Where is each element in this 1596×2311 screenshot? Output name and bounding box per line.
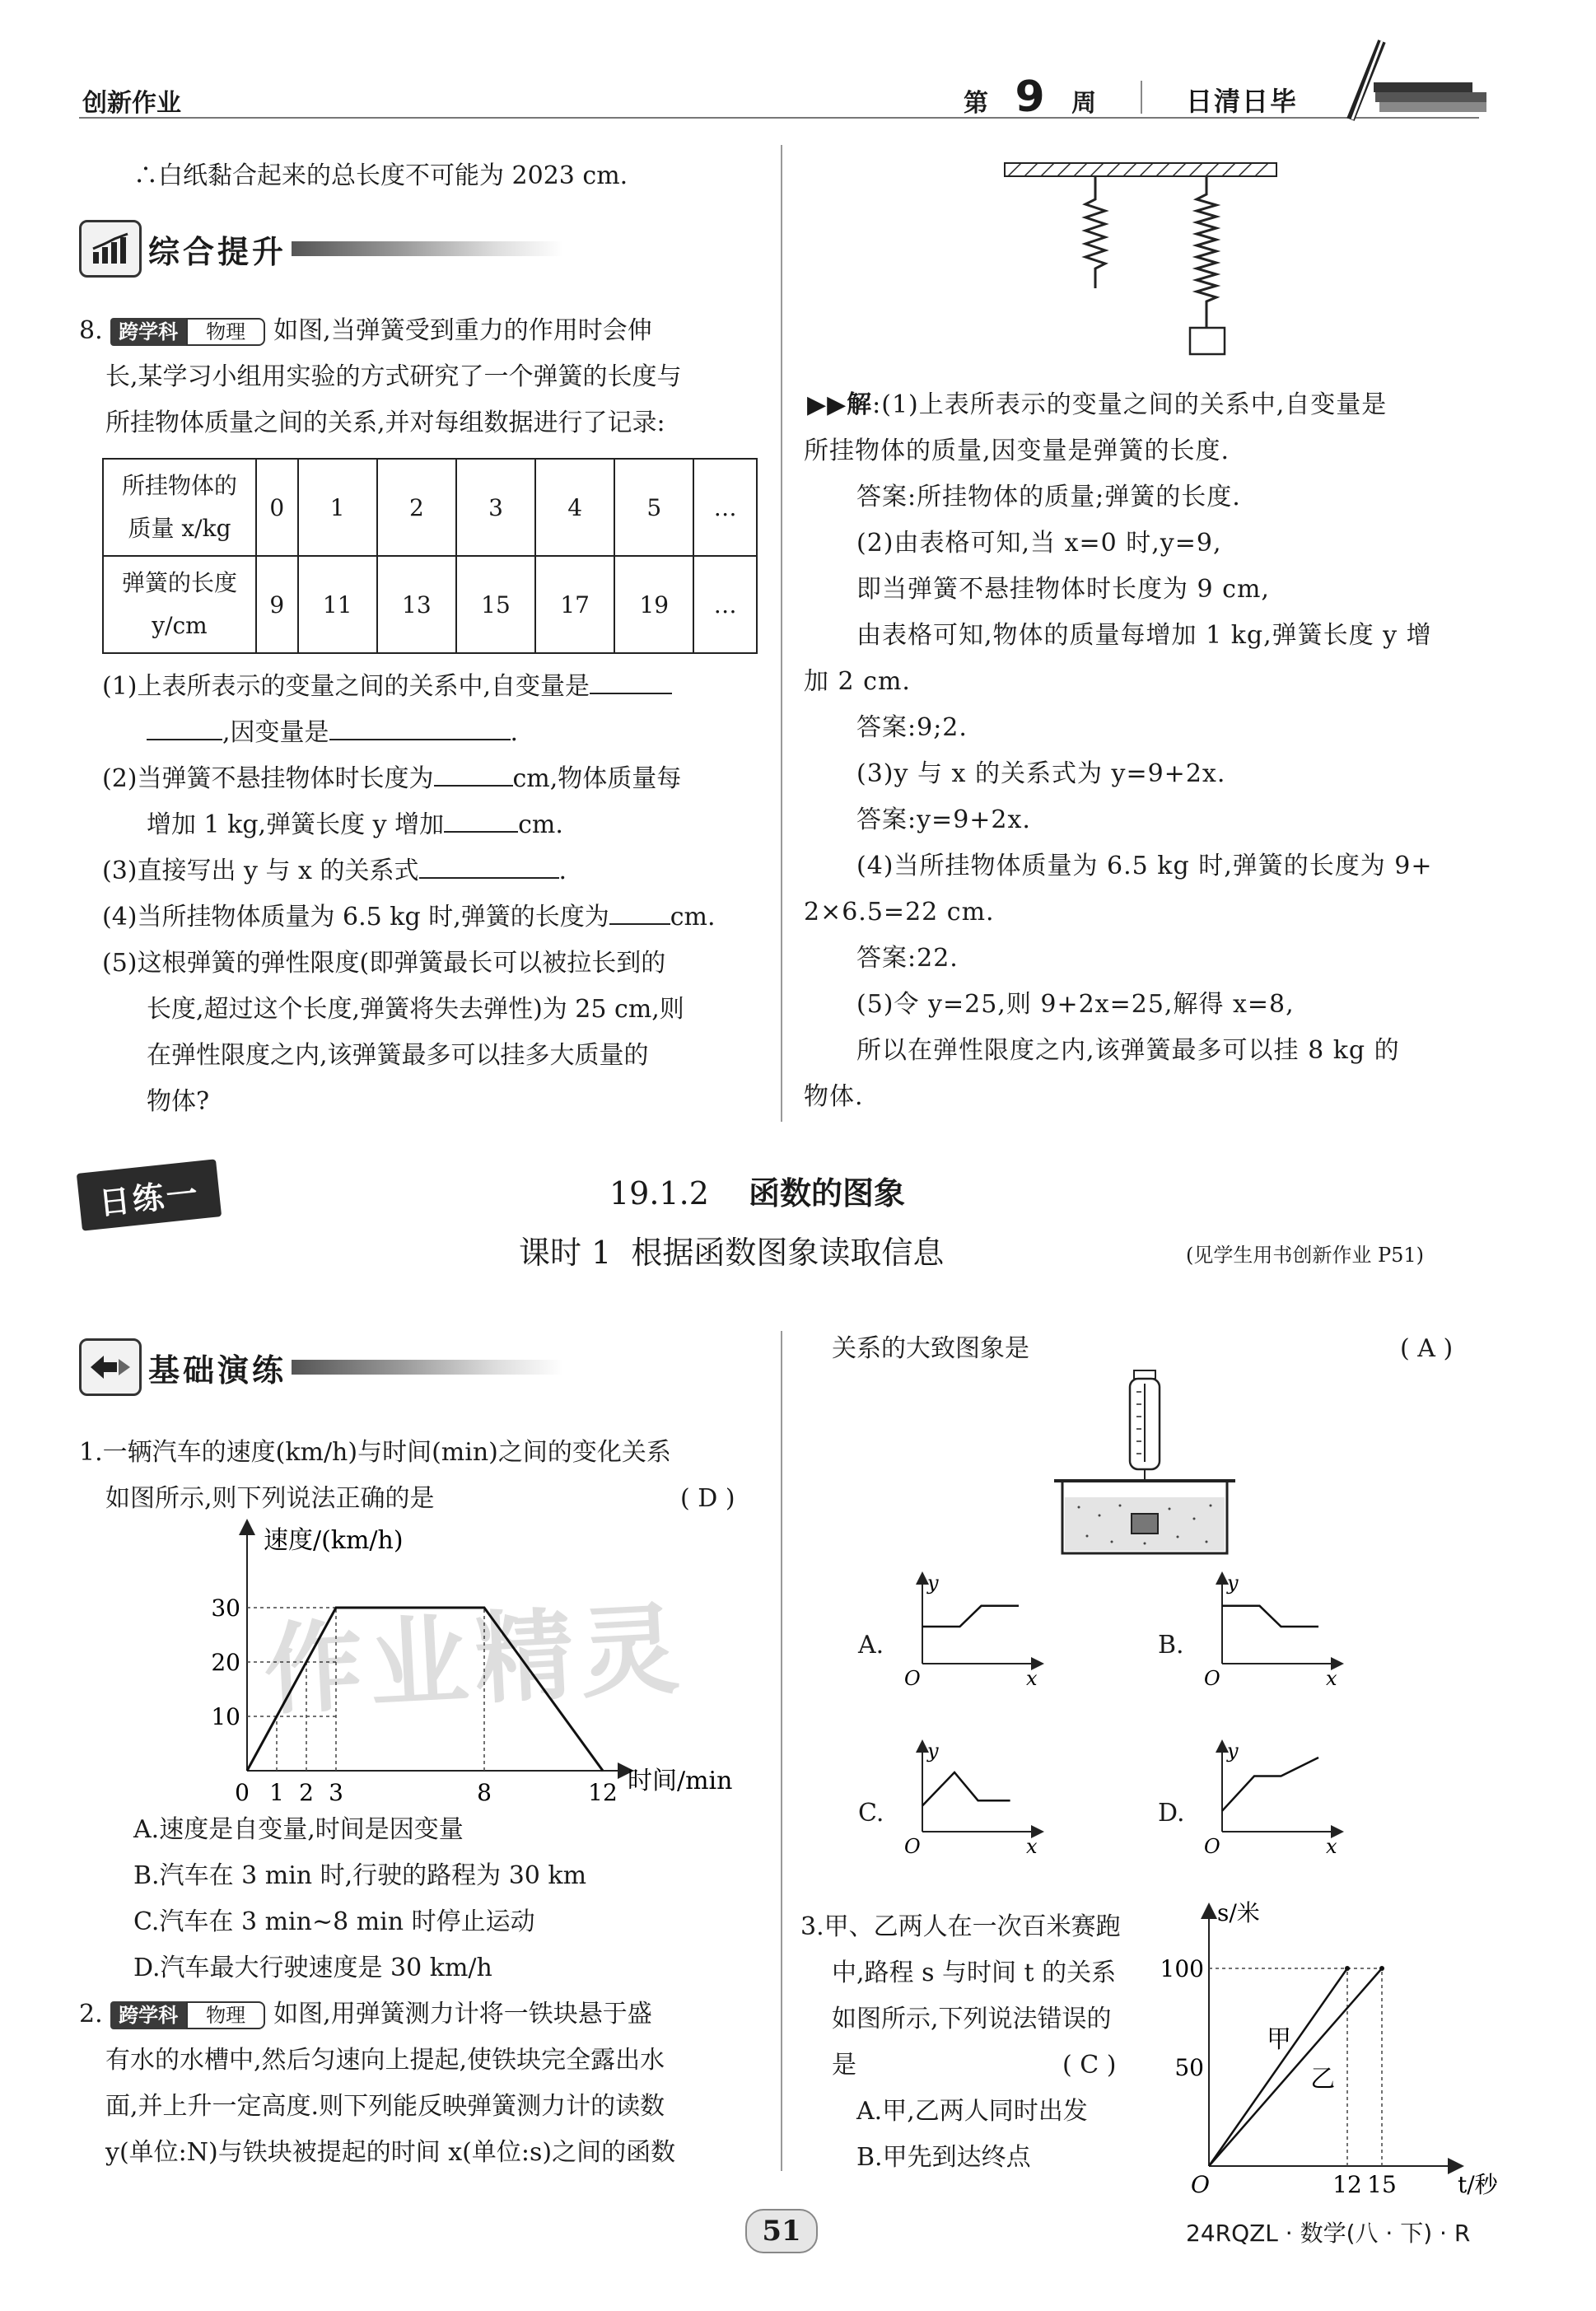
period: . bbox=[510, 718, 519, 747]
y-tick-label: 20 bbox=[211, 1649, 240, 1676]
q8-sub5-2: 长度,超过这个长度,弹簧将失去弹性)为 25 cm,则 bbox=[147, 995, 684, 1024]
x-tick-label: 2 bbox=[299, 1779, 314, 1806]
week-prefix: 第 bbox=[964, 89, 988, 118]
table-cell: 1 bbox=[298, 459, 377, 556]
hanging-weight bbox=[1190, 328, 1225, 354]
option-b-label: B. bbox=[1158, 1631, 1184, 1660]
solution-line: 所挂物体的质量,因变量是弹簧的长度. bbox=[804, 437, 1230, 465]
daily-practice-badge-text: 日练一 bbox=[96, 1174, 202, 1221]
answer-blank[interactable] bbox=[419, 849, 559, 879]
option-b-graph bbox=[1189, 1573, 1346, 1688]
mini-graph-line bbox=[1222, 1758, 1318, 1811]
mini-graph-line bbox=[922, 1606, 1019, 1627]
table-cell: … bbox=[693, 556, 757, 653]
q8-sub3 bbox=[102, 848, 567, 894]
q8-sub5-4: 物体? bbox=[147, 1087, 210, 1116]
table-header-mass bbox=[103, 459, 256, 556]
option-d-graph bbox=[1189, 1741, 1346, 1856]
solution-line: 即当弹簧不悬挂物体时长度为 9 cm, bbox=[856, 575, 1270, 604]
q8-sub1-text: (1)上表所表示的变量之间的关系中,自变量是 bbox=[102, 672, 590, 701]
mini-x-label: x bbox=[1326, 1835, 1337, 1858]
table-cell: … bbox=[693, 459, 757, 556]
q8-sub4-end: cm. bbox=[670, 903, 716, 931]
section-title-bar bbox=[292, 1360, 563, 1375]
origin-label: O bbox=[1191, 2171, 1210, 2198]
series-label-yi: 乙 bbox=[1310, 2065, 1336, 2094]
page-number: 51 bbox=[762, 2215, 801, 2248]
y-axis-label: s/米 bbox=[1217, 1899, 1260, 1926]
x-tick-label: 12 bbox=[1332, 2171, 1362, 2198]
q8-number: 8. bbox=[79, 316, 103, 345]
q1-line-2: 如图所示,则下列说法正确的是 bbox=[105, 1484, 435, 1513]
table-cell: 15 bbox=[456, 556, 535, 653]
table-cell: 11 bbox=[298, 556, 377, 653]
solution-text: :(1)上表所表示的变量之间的关系中,自变量是 bbox=[872, 390, 1388, 419]
y-tick-label: 30 bbox=[211, 1594, 240, 1622]
x-tick-label: 8 bbox=[477, 1779, 492, 1806]
table-header-length-l2: y/cm bbox=[152, 612, 208, 639]
mini-y-label: y bbox=[1227, 1739, 1239, 1762]
series-label-jia: 甲 bbox=[1267, 2025, 1291, 2054]
q8-sub3-text: (3)直接写出 y 与 x 的关系式 bbox=[102, 857, 419, 885]
page-number-badge bbox=[745, 2209, 818, 2253]
bar-chart-icon bbox=[79, 220, 142, 278]
y-tick-label: 100 bbox=[1160, 1955, 1204, 1982]
q8-sub2-text: (2)当弹簧不悬挂物体时长度为 bbox=[102, 764, 434, 793]
option-c-label: C. bbox=[858, 1799, 884, 1828]
table-cell: 0 bbox=[256, 459, 298, 556]
lesson-number: 19.1.2 bbox=[609, 1175, 709, 1212]
q8-subject-tag: 物理 bbox=[186, 318, 265, 346]
option-a-graph bbox=[889, 1573, 1046, 1688]
daily-practice-badge bbox=[77, 1159, 222, 1230]
race-distance-time-chart bbox=[1160, 1894, 1498, 2199]
table-cell: 17 bbox=[535, 556, 614, 653]
brand-title: 日清日毕 bbox=[1186, 86, 1299, 117]
mini-y-label: y bbox=[1227, 1571, 1239, 1594]
week-label bbox=[964, 72, 1096, 122]
table-header-length-l1: 弹簧的长度 bbox=[121, 569, 237, 596]
header-left-title: 创新作业 bbox=[82, 89, 181, 118]
mini-x-label: x bbox=[1326, 1667, 1337, 1690]
x-axis-label: 时间/min bbox=[628, 1767, 733, 1795]
table-cell: 5 bbox=[614, 459, 693, 556]
q2-line-4: y(单位:N)与铁块被提起的时间 x(单位:s)之间的函数 bbox=[105, 2138, 676, 2167]
q2-line-2: 有水的水槽中,然后匀速向上提起,使铁块完全露出水 bbox=[105, 2046, 665, 2075]
option-d-label: D. bbox=[1158, 1799, 1185, 1828]
q2-number: 2. bbox=[79, 2000, 103, 2029]
spring-diagram bbox=[996, 156, 1285, 379]
table-cell: 2 bbox=[377, 459, 456, 556]
solution-arrow-icon: ▶▶ bbox=[807, 390, 847, 419]
solution-line: 2×6.5=22 cm. bbox=[804, 898, 995, 927]
mini-origin-label: O bbox=[1204, 1835, 1220, 1858]
q2-line-1 bbox=[79, 1991, 652, 2038]
solution-line: 答案:22. bbox=[856, 944, 959, 973]
q8-line-3: 所挂物体质量之间的关系,并对每组数据进行了记录: bbox=[105, 409, 665, 437]
lesson-reference: (见学生用书创新作业 P51) bbox=[1186, 1244, 1425, 1267]
arrows-icon bbox=[79, 1338, 142, 1396]
series-endpoint bbox=[1345, 1966, 1350, 1971]
x-tick-label: 1 bbox=[269, 1779, 284, 1806]
solution-line: (3)y 与 x 的关系式为 y=9+2x. bbox=[856, 759, 1226, 788]
books-pen-icon bbox=[1334, 33, 1491, 124]
q2-answer: ( A ) bbox=[1400, 1334, 1454, 1363]
table-cell: 9 bbox=[256, 556, 298, 653]
q8-sub5-1: (5)这根弹簧的弹性限度(即弹簧最长可以被拉长到的 bbox=[102, 949, 666, 978]
x-tick-label: 15 bbox=[1367, 2171, 1397, 2198]
q8-sub2-line1 bbox=[102, 756, 681, 802]
solution-line: 所以在弹性限度之内,该弹簧最多可以挂 8 kg 的 bbox=[856, 1036, 1400, 1065]
week-suffix: 周 bbox=[1071, 89, 1097, 118]
section-header-comprehensive bbox=[79, 222, 563, 275]
q1-option-b: B.汽车在 3 min 时,行驶的路程为 30 km bbox=[133, 1861, 587, 1890]
solution-line-1 bbox=[807, 382, 1387, 428]
q3-option-a: A.甲,乙两人同时出发 bbox=[856, 2097, 1088, 2126]
q8-sub4-text: (4)当所挂物体质量为 6.5 kg 时,弹簧的长度为 bbox=[102, 903, 609, 931]
q2-line-3: 面,并上升一定高度.则下列能反映弹簧测力计的读数 bbox=[105, 2092, 665, 2121]
q1-option-d: D.汽车最大行驶速度是 30 km/h bbox=[133, 1954, 492, 1982]
q3-line-4: 是 bbox=[832, 2051, 856, 2080]
section-header-basic bbox=[79, 1341, 563, 1394]
y-tick-label: 10 bbox=[211, 1703, 240, 1730]
q2-text-1: 如图,用弹簧测力计将一铁块悬于盛 bbox=[273, 2000, 652, 2029]
answer-blank[interactable] bbox=[329, 711, 511, 740]
option-c-graph bbox=[889, 1741, 1046, 1856]
solution-line: 物体. bbox=[804, 1082, 864, 1111]
q8-sub2b-end: cm. bbox=[518, 810, 563, 839]
q8-sub4 bbox=[102, 894, 716, 941]
series-endpoint bbox=[1379, 1966, 1384, 1971]
q8-sub2-text-end: cm,物体质量每 bbox=[512, 764, 682, 793]
column-divider-bottom bbox=[781, 1331, 782, 2171]
section-title: 基础演练 bbox=[148, 1352, 287, 1389]
q1-line-1: 1.一辆汽车的速度(km/h)与时间(min)之间的变化关系 bbox=[79, 1438, 671, 1467]
q3-answer: ( C ) bbox=[1062, 2051, 1117, 2080]
solution-line: 答案:所挂物体的质量;弹簧的长度. bbox=[856, 483, 1241, 511]
spring-long bbox=[1197, 176, 1216, 328]
mini-x-label: x bbox=[1026, 1667, 1038, 1690]
section-title-bar bbox=[292, 241, 563, 256]
y-axis-label: 速度/(km/h) bbox=[264, 1526, 404, 1555]
x-axis-label: t/秒 bbox=[1458, 2171, 1498, 2198]
answer-blank[interactable] bbox=[590, 665, 672, 694]
table-header-mass-l1: 所挂物体的 bbox=[121, 472, 237, 499]
x-tick-label: 0 bbox=[235, 1779, 250, 1806]
option-a-label: A. bbox=[858, 1631, 884, 1660]
q8-sub5-3: 在弹性限度之内,该弹簧最多可以挂多大质量的 bbox=[147, 1041, 649, 1070]
q8-data-table bbox=[102, 458, 758, 654]
y-tick-label: 50 bbox=[1174, 2054, 1204, 2081]
table-cell: 3 bbox=[456, 459, 535, 556]
mini-x-label: x bbox=[1026, 1835, 1038, 1858]
q2-continuation: 关系的大致图象是 bbox=[832, 1334, 1029, 1363]
q8-sub1-text-2: ,因变量是 bbox=[222, 718, 329, 747]
lesson-name: 函数的图象 bbox=[748, 1175, 905, 1212]
q8-text-1: 如图,当弹簧受到重力的作用时会伸 bbox=[273, 316, 652, 345]
q3-option-b: B.甲先到达终点 bbox=[856, 2143, 1031, 2172]
period: . bbox=[558, 857, 567, 885]
solution-line: (5)令 y=25,则 9+2x=25,解得 x=8, bbox=[856, 990, 1295, 1019]
answer-blank[interactable] bbox=[609, 895, 670, 925]
series-line-yi bbox=[1209, 1968, 1382, 2166]
table-header-length bbox=[103, 556, 256, 653]
lesson-subtitle: 课时 1 根据函数图象读取信息 bbox=[519, 1235, 945, 1271]
header-divider bbox=[1141, 81, 1142, 114]
mini-origin-label: O bbox=[904, 1835, 921, 1858]
q3-line-3: 如图所示,下列说法错误的 bbox=[832, 2005, 1112, 2033]
column-divider-top bbox=[781, 145, 782, 1122]
x-tick-label: 3 bbox=[329, 1779, 343, 1806]
q8-cross-subject-tag: 跨学科 bbox=[110, 318, 186, 346]
q3-line-1: 3.甲、乙两人在一次百米赛跑 bbox=[800, 1912, 1121, 1941]
q8-sub2-line2 bbox=[147, 802, 563, 848]
q1-option-c: C.汽车在 3 min~8 min 时停止运动 bbox=[133, 1907, 535, 1936]
mini-graph-line bbox=[1222, 1606, 1318, 1627]
q8-line-1 bbox=[79, 308, 652, 354]
mini-graph-line bbox=[922, 1772, 1010, 1806]
table-header-mass-l2: 质量 x/kg bbox=[128, 515, 231, 542]
solution-line: 答案:y=9+2x. bbox=[856, 805, 1031, 834]
lesson-title bbox=[609, 1168, 905, 1213]
mini-y-label: y bbox=[927, 1739, 939, 1762]
answer-blank[interactable] bbox=[444, 803, 518, 833]
mini-origin-label: O bbox=[904, 1667, 921, 1690]
solution-line: (2)由表格可知,当 x=0 时,y=9, bbox=[856, 529, 1222, 558]
table-cell: 19 bbox=[614, 556, 693, 653]
conclusion-line: ∴白纸黏合起来的总长度不可能为 2023 cm. bbox=[133, 161, 628, 190]
q8-line-2: 长,某学习小组用实验的方式研究了一个弹簧的长度与 bbox=[105, 362, 682, 391]
q8-sub1-line2 bbox=[147, 710, 518, 756]
answer-blank[interactable] bbox=[434, 757, 513, 787]
mini-origin-label: O bbox=[1204, 1667, 1220, 1690]
week-number: 9 bbox=[1015, 72, 1045, 122]
q1-answer: ( D ) bbox=[680, 1484, 735, 1513]
mini-y-label: y bbox=[927, 1571, 939, 1594]
q8-sub2b-text: 增加 1 kg,弹簧长度 y 增加 bbox=[147, 810, 445, 839]
watermark: 作业精灵 bbox=[261, 1592, 688, 1730]
q8-sub1-line1 bbox=[102, 664, 672, 710]
q1-option-a: A.速度是自变量,时间是因变量 bbox=[133, 1815, 464, 1844]
solution-line: 由表格可知,物体的质量每增加 1 kg,弹簧长度 y 增 bbox=[856, 621, 1432, 650]
section-title: 综合提升 bbox=[148, 233, 287, 270]
solution-line: (4)当所挂物体质量为 6.5 kg 时,弹簧的长度为 9+ bbox=[856, 852, 1433, 880]
table-cell: 4 bbox=[535, 459, 614, 556]
spring-scale-tank-diagram bbox=[1054, 1367, 1235, 1557]
q3-line-2: 中,路程 s 与时间 t 的关系 bbox=[832, 1959, 1117, 1987]
q2-cross-subject-tag: 跨学科 bbox=[110, 2001, 186, 2029]
spring-short bbox=[1085, 176, 1105, 288]
solution-line: 加 2 cm. bbox=[804, 667, 911, 696]
footer-code: 24RQZL · 数学(八 · 下) · R bbox=[1186, 2220, 1471, 2247]
x-tick-label: 12 bbox=[588, 1779, 618, 1806]
solution-line: 答案:9;2. bbox=[856, 713, 968, 742]
solution-label: 解 bbox=[847, 390, 873, 419]
answer-blank[interactable] bbox=[147, 711, 222, 740]
q2-subject-tag: 物理 bbox=[186, 2001, 265, 2029]
table-cell: 13 bbox=[377, 556, 456, 653]
